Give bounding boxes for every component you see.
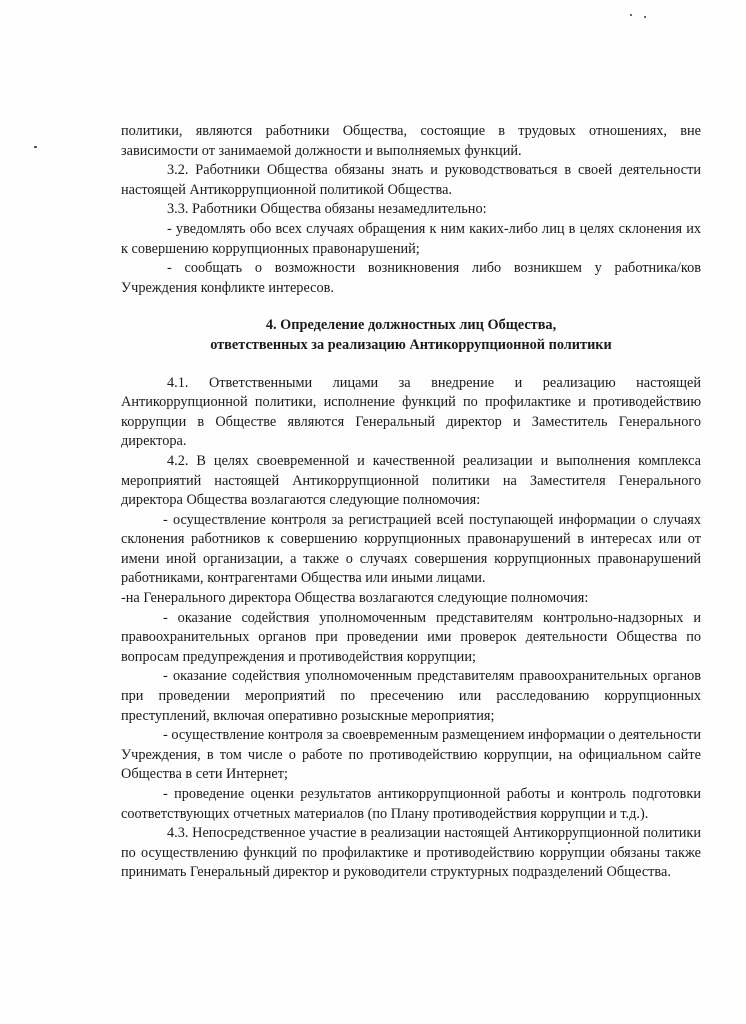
list-item: - осуществление контроля за регистрацией всей поступающей информации о случаях склонения работников к совершению коррупционных правонарушений в интересах или от имени иной организации, а также о случаях совершения коррупционных правонарушений работниками, контрагентами Общества или иными лицами. <box>121 511 701 587</box>
document-body <box>121 122 701 883</box>
paragraph: 4.1. Ответственными лицами за внедрение и реализацию настоящей Антикоррупционной политики, исполнение функций по профилактике и противодействию коррупции в Обществе являются Генеральный директор и Заместитель Генерального директора. <box>121 374 701 450</box>
paragraph: 4.2. В целях своевременной и качественной реализации и выполнения комплекса мероприятий настоящей Антикоррупционной политики на Заместителя Генерального директора Общества возлагаются следующие полномочия: <box>121 452 701 509</box>
scan-speck <box>644 16 646 18</box>
list-item: - оказание содействия уполномоченным представителям правоохранительных органов при проведении мероприятий по пресечению или расследованию коррупционных преступлений, включая оперативно розыскные мероприятия; <box>121 668 701 724</box>
scan-speck <box>630 14 632 16</box>
list-item: - осуществление контроля за своевременным размещением информации о деятельности Учреждения, в том числе о работе по противодействию коррупции, на официальном сайте Общества в сети Интернет; <box>121 727 701 783</box>
paragraph: политики, являются работники Общества, состоящие в трудовых отношениях, вне зависимости от занимаемой должности и выполняемых функций. <box>121 123 701 159</box>
list-item: - проведение оценки результатов антикоррупционной работы и контроль подготовки соответствующих отчетных материалов (по Плану противодействия коррупции и т.д.). <box>121 786 701 822</box>
list-item: - уведомлять обо всех случаях обращения к ним каких-либо лиц в целях склонения их к совершению коррупционных правонарушений; <box>121 220 701 257</box>
list-item: - оказание содействия уполномоченным представителям контрольно-надзорных и правоохранительных органов при проведении ими проверок деятельности Общества по вопросам предупреждения и противодействия коррупции; <box>121 609 701 665</box>
paragraph: 4.3. Непосредственное участие в реализации настоящей Антикоррупционной политики по осуществлению функций по профилактике и противодействию коррупции обязаны также принимать Генеральный директор и руководители структурных подразделений Общества. <box>121 825 701 881</box>
section-heading <box>121 316 701 355</box>
section-heading-line: 4. Определение должностных лиц Общества, <box>265 317 557 334</box>
list-item: - сообщать о возможности возникновения либо возникшем у работника/ков Учреждения конфликте интересов. <box>121 260 701 296</box>
paragraph: -на Генерального директора Общества возлагаются следующие полномочия: <box>121 590 589 607</box>
paragraph: 3.2. Работники Общества обязаны знать и руководствоваться в своей деятельности настоящей Антикоррупционной политикой Общества. <box>121 162 701 198</box>
scan-speck <box>34 146 37 148</box>
section-heading-line: ответственных за реализацию Антикоррупционной политики <box>210 336 612 353</box>
paragraph: 3.3. Работники Общества обязаны незамедлительно: <box>167 201 487 218</box>
